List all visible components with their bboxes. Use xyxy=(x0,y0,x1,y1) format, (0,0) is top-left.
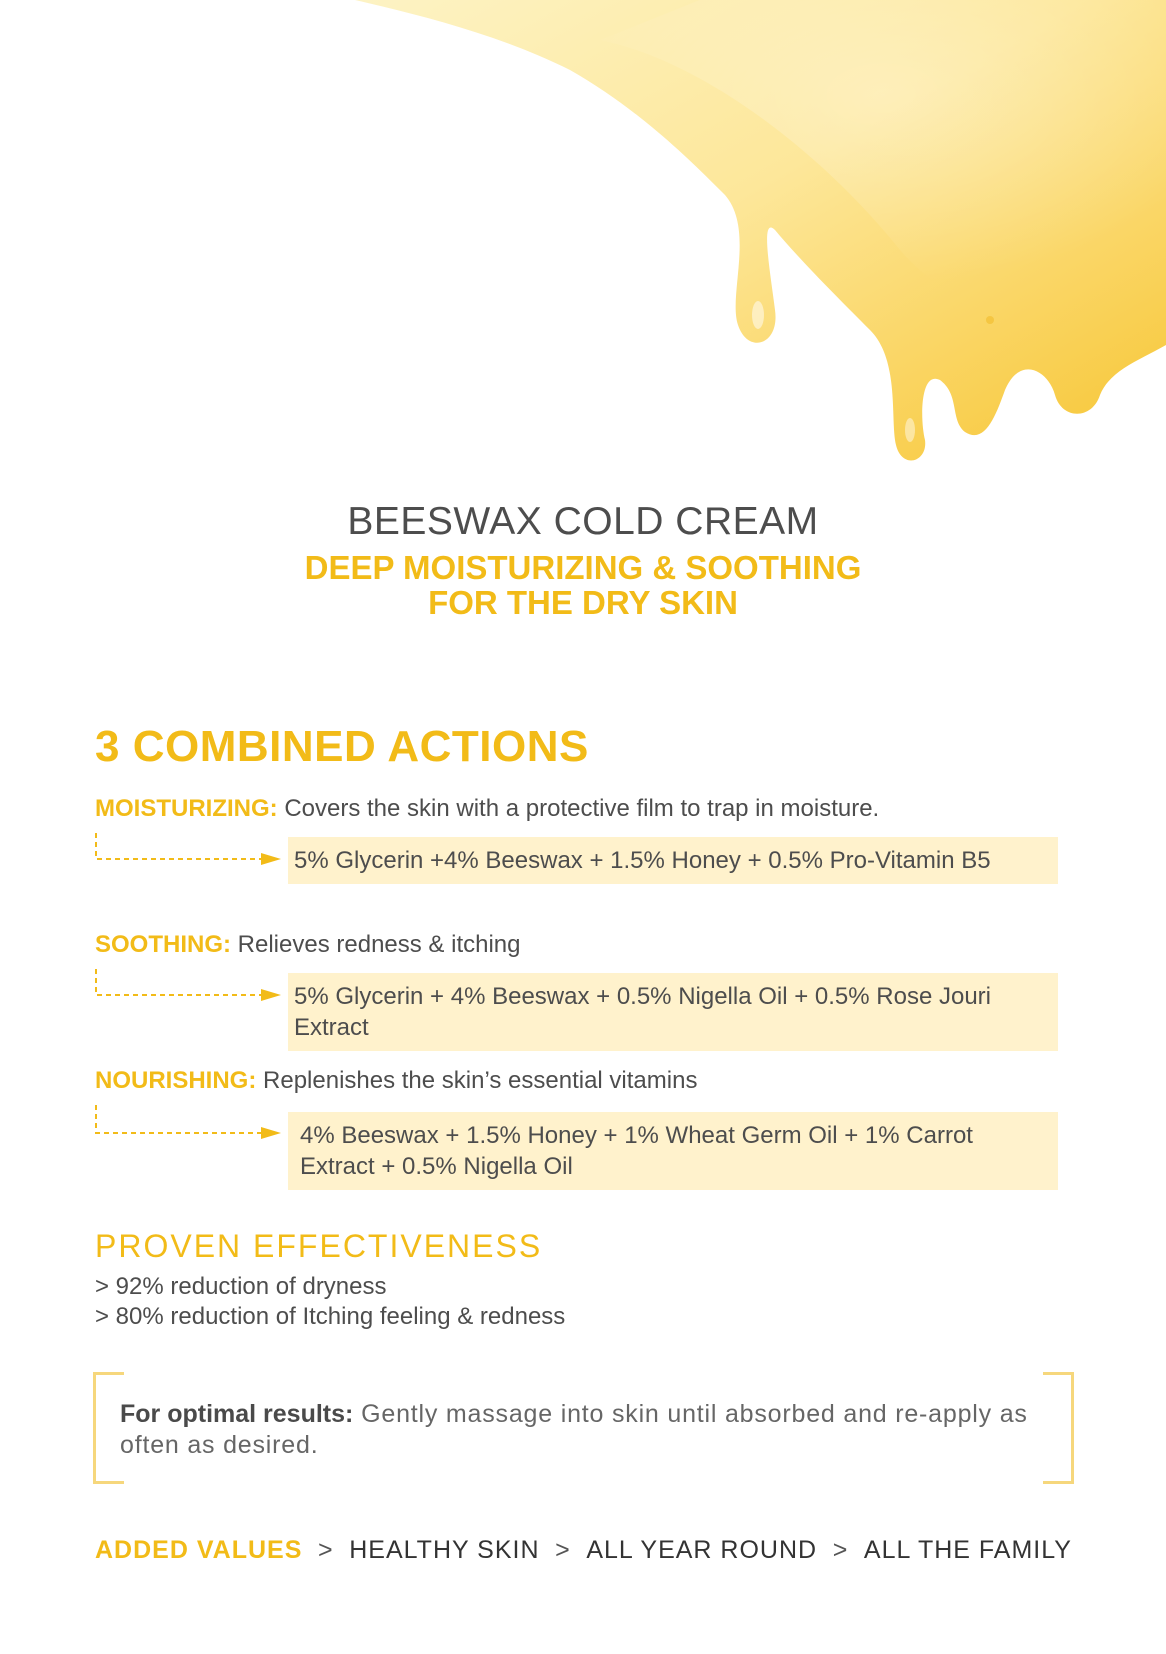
usage-tip xyxy=(120,1399,1055,1461)
formula-box: 5% Glycerin + 4% Beeswax + 0.5% Nigella Oil + 0.5% Rose Jouri Extract xyxy=(288,973,1058,1051)
added-values-bar xyxy=(95,1536,1072,1565)
action-description: Relieves redness & itching xyxy=(237,931,521,958)
tip-text: Gently massage into skin until absorbed and re-apply as often as desired. xyxy=(120,1400,1028,1459)
combined-actions-title: 3 COMBINED ACTIONS xyxy=(95,722,589,771)
action-label: NOURISHING: xyxy=(95,1067,257,1094)
tip-label: For optimal results: xyxy=(120,1400,354,1428)
formula-box: 5% Glycerin +4% Beeswax + 1.5% Honey + 0.5% Pro-Vitamin B5 xyxy=(288,837,1058,884)
tagline xyxy=(0,550,1166,620)
added-value-item: HEALTHY SKIN xyxy=(349,1536,540,1564)
action-heading xyxy=(95,931,1070,959)
separator: > xyxy=(832,1536,849,1564)
action-label: SOOTHING: xyxy=(95,931,231,958)
tagline-line-2: FOR THE DRY SKIN xyxy=(428,584,738,621)
action-label: MOISTURIZING: xyxy=(95,795,278,822)
action-soothing xyxy=(95,931,1070,1041)
product-header xyxy=(0,500,1166,620)
proven-list xyxy=(95,1272,565,1332)
product-name: BEESWAX COLD CREAM xyxy=(347,500,819,543)
honey-drip-image xyxy=(0,0,1166,480)
added-values-label: ADDED VALUES xyxy=(95,1536,303,1564)
dashed-arrow-icon xyxy=(95,831,285,871)
tagline-line-1: DEEP MOISTURIZING & SOOTHING xyxy=(304,549,862,586)
action-description: Covers the skin with a protective film to trap in moisture. xyxy=(284,795,880,822)
proven-item: > 80% reduction of Itching feeling & redness xyxy=(95,1303,566,1330)
added-value-item: ALL YEAR ROUND xyxy=(586,1536,818,1564)
separator: > xyxy=(318,1536,334,1564)
proven-effectiveness-title: PROVEN EFFECTIVENESS xyxy=(95,1228,543,1264)
dashed-arrow-icon xyxy=(95,967,285,1007)
dashed-arrow-icon xyxy=(95,1103,285,1143)
action-nourishing xyxy=(95,1067,1070,1180)
formula-box: 4% Beeswax + 1.5% Honey + 1% Wheat Germ Oil + 1% Carrot Extract + 0.5% Nigella Oil xyxy=(288,1112,1058,1190)
added-value-item: ALL THE FAMILY xyxy=(863,1536,1072,1564)
proven-item: > 92% reduction of dryness xyxy=(95,1273,387,1300)
separator: > xyxy=(555,1536,571,1564)
action-heading xyxy=(95,1067,1070,1095)
action-moisturizing xyxy=(95,795,1070,874)
action-heading xyxy=(95,795,1070,823)
action-description: Replenishes the skin’s essential vitamins xyxy=(263,1067,698,1094)
